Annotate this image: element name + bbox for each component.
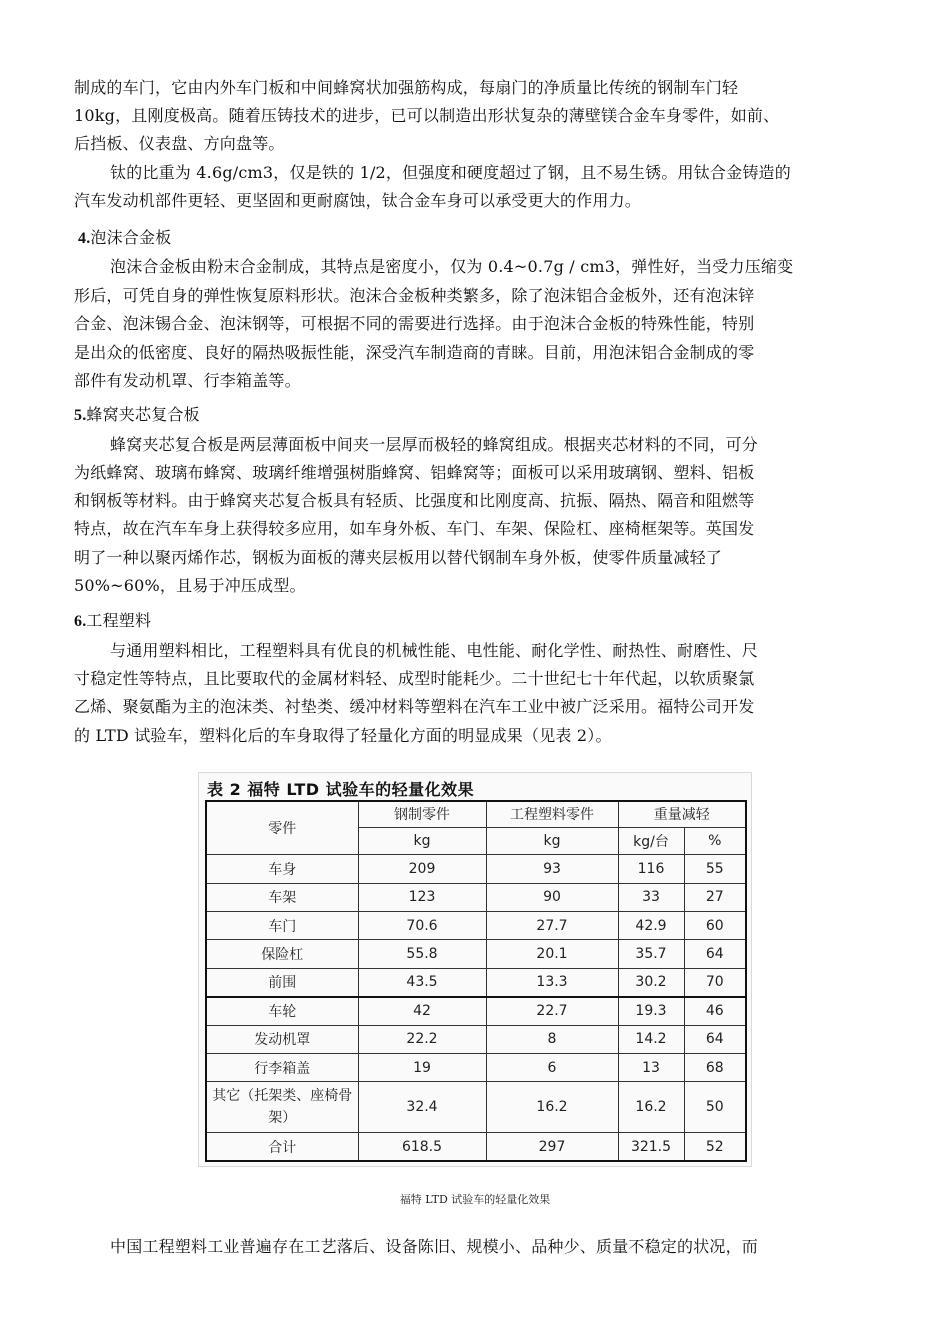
cell-steel: 70.6 [358, 912, 486, 940]
table-title: 表 2 福特 LTD 试验车的轻量化效果 [207, 780, 475, 799]
table-caption: 福特 LTD 试验车的轻量化效果 [399, 1193, 551, 1206]
cell-kg: 33 [618, 883, 684, 911]
cell-pct: 50 [684, 1082, 746, 1133]
paragraph-line: 10kg，且刚度极高。随着压铸技术的进步，已可以制造出形状复杂的薄壁镁合金车身零件，如前、 [74, 106, 780, 125]
heading-text: 泡沫合金板 [90, 228, 172, 247]
cell-pct: 64 [684, 1025, 746, 1053]
data-table [205, 800, 747, 1162]
cell-kg: 321.5 [618, 1133, 684, 1161]
cell-part: 其它（托架类、座椅骨架） [206, 1082, 358, 1133]
cell-plastic: 27.7 [486, 912, 618, 940]
table-row [206, 1082, 746, 1133]
paragraph-line: 明了一种以聚丙烯作芯，钢板为面板的薄夹层板用以替代钢制车身外板，使零件质量减轻了 [74, 548, 723, 567]
paragraph-line: 为纸蜂窝、玻璃布蜂窝、玻璃纤维增强树脂蜂窝、铝蜂窝等；面板可以采用玻璃钢、塑料、铝板 [74, 463, 755, 482]
cell-plastic: 6 [486, 1053, 618, 1081]
cell-pct: 27 [684, 883, 746, 911]
paragraph-line: 中国工程塑料工业普遍存在工艺落后、设备陈旧、规模小、品种少、质量不稳定的状况，而 [110, 1237, 759, 1256]
paragraph-line: 合金、泡沫锡合金、泡沫钢等，可根据不同的需要进行选择。由于泡沫合金板的特殊性能，特别 [74, 314, 755, 333]
cell-steel: 22.2 [358, 1025, 486, 1053]
unit-steel: kg [358, 827, 486, 854]
unit-kg-per: kg/台 [618, 827, 684, 854]
table-row [206, 968, 746, 996]
table-row [206, 1025, 746, 1053]
cell-pct: 55 [684, 855, 746, 883]
cell-plastic: 22.7 [486, 997, 618, 1025]
cell-pct: 70 [684, 968, 746, 996]
cell-kg: 30.2 [618, 968, 684, 996]
header-reduction: 重量减轻 [618, 801, 746, 827]
cell-pct: 60 [684, 912, 746, 940]
paragraph-line: 和钢板等材料。由于蜂窝夹芯复合板具有轻质、比强度和比刚度高、抗振、隔热、隔音和阻燃等 [74, 491, 755, 510]
cell-pct: 64 [684, 940, 746, 968]
cell-steel: 55.8 [358, 940, 486, 968]
table-row [206, 912, 746, 940]
cell-plastic: 20.1 [486, 940, 618, 968]
header-steel: 钢制零件 [358, 801, 486, 827]
paragraph-line: 寸稳定性等特点，且比要取代的金属材料轻、成型时能耗少。二十世纪七十年代起，以软质聚氯 [74, 669, 755, 688]
cell-kg: 13 [618, 1053, 684, 1081]
paragraph-line: 50%~60%，且易于冲压成型。 [74, 576, 306, 595]
table-row [206, 997, 746, 1025]
cell-kg: 116 [618, 855, 684, 883]
table-header-row [206, 801, 746, 827]
section-heading-4 [78, 228, 171, 249]
cell-kg: 35.7 [618, 940, 684, 968]
cell-part: 车身 [206, 855, 358, 883]
paragraph-line: 形后，可凭自身的弹性恢复原料形状。泡沫合金板种类繁多，除了泡沫铝合金板外，还有泡沫锌 [74, 286, 755, 305]
section-heading-5 [74, 405, 200, 426]
heading-text: 工程塑料 [86, 611, 152, 630]
paragraph-line: 汽车发动机部件更轻、更坚固和更耐腐蚀，钛合金车身可以承受更大的作用力。 [74, 191, 642, 210]
cell-part: 车门 [206, 912, 358, 940]
heading-number: 5. [74, 407, 87, 424]
cell-steel: 209 [358, 855, 486, 883]
cell-part: 车轮 [206, 997, 358, 1025]
paragraph-line: 的 LTD 试验车，塑料化后的车身取得了轻量化方面的明显成果（见表 2）。 [74, 726, 612, 745]
paragraph-line: 泡沫合金板由粉末合金制成，其特点是密度小，仅为 0.4~0.7g / cm3，弹性好，当受力压缩变 [110, 257, 794, 276]
cell-pct: 46 [684, 997, 746, 1025]
table-row [206, 855, 746, 883]
paragraph-line: 特点，故在汽车车身上获得较多应用，如车身外板、车门、车架、保险杠、座椅框架等。英国发 [74, 519, 755, 538]
paragraph-line: 钛的比重为 4.6g/cm3，仅是铁的 1/2，但强度和硬度超过了钢，且不易生锈。用钛合金铸造的 [110, 163, 791, 182]
cell-steel: 43.5 [358, 968, 486, 996]
cell-plastic: 13.3 [486, 968, 618, 996]
cell-steel: 32.4 [358, 1082, 486, 1133]
paragraph-line: 是出众的低密度、良好的隔热吸振性能，深受汽车制造商的青睐。目前，用泡沫铝合金制成的零 [74, 343, 755, 362]
cell-part: 合计 [206, 1133, 358, 1161]
cell-pct: 68 [684, 1053, 746, 1081]
cell-plastic: 297 [486, 1133, 618, 1161]
section-heading-6 [74, 611, 151, 632]
paragraph-line: 蜂窝夹芯复合板是两层薄面板中间夹一层厚而极轻的蜂窝组成。根据夹芯材料的不同，可分 [110, 435, 759, 454]
cell-steel: 42 [358, 997, 486, 1025]
paragraph-line: 后挡板、仪表盘、方向盘等。 [74, 134, 285, 153]
cell-kg: 19.3 [618, 997, 684, 1025]
cell-pct: 52 [684, 1133, 746, 1161]
table-row [206, 883, 746, 911]
paragraph-line: 乙烯、聚氨酯为主的泡沫类、衬垫类、缓冲材料等塑料在汽车工业中被广泛采用。福特公司开发 [74, 697, 755, 716]
header-part: 零件 [206, 801, 358, 855]
cell-steel: 618.5 [358, 1133, 486, 1161]
cell-steel: 123 [358, 883, 486, 911]
table-row-total [206, 1133, 746, 1161]
cell-plastic: 90 [486, 883, 618, 911]
table-row [206, 1053, 746, 1081]
cell-kg: 14.2 [618, 1025, 684, 1053]
header-plastic: 工程塑料零件 [486, 801, 618, 827]
cell-part: 车架 [206, 883, 358, 911]
heading-number: 4. [78, 230, 91, 247]
paragraph-line: 制成的车门，它由内外车门板和中间蜂窝状加强筋构成，每扇门的净质量比传统的钢制车门轻 [74, 78, 739, 97]
paragraph-line: 部件有发动机罩、行李箱盖等。 [74, 371, 301, 390]
paragraph-line: 与通用塑料相比，工程塑料具有优良的机械性能、电性能、耐化学性、耐热性、耐磨性、尺 [110, 641, 759, 660]
cell-plastic: 16.2 [486, 1082, 618, 1133]
cell-kg: 42.9 [618, 912, 684, 940]
cell-plastic: 93 [486, 855, 618, 883]
cell-kg: 16.2 [618, 1082, 684, 1133]
cell-part: 发动机罩 [206, 1025, 358, 1053]
heading-text: 蜂窝夹芯复合板 [86, 405, 200, 424]
table-row [206, 940, 746, 968]
unit-plastic: kg [486, 827, 618, 854]
unit-pct: % [684, 827, 746, 854]
cell-part: 前围 [206, 968, 358, 996]
table-figure [198, 772, 752, 1167]
heading-number: 6. [74, 613, 87, 630]
cell-part: 保险杠 [206, 940, 358, 968]
cell-part: 行李箱盖 [206, 1053, 358, 1081]
cell-steel: 19 [358, 1053, 486, 1081]
cell-plastic: 8 [486, 1025, 618, 1053]
